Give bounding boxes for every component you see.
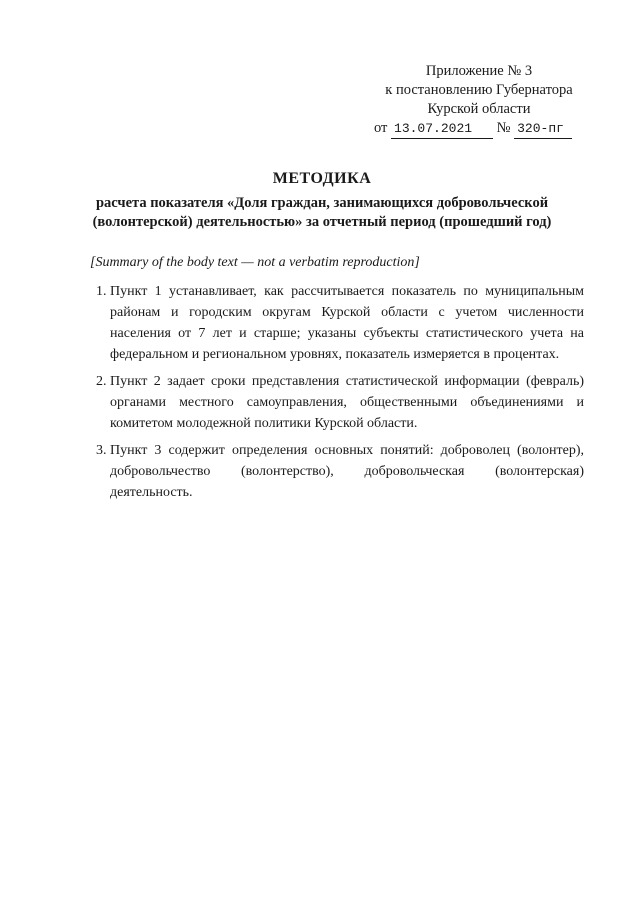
date-prefix: от [374,120,388,136]
document-title: МЕТОДИКА [272,170,372,187]
appendix-decree-ref: к постановлению Губернатора [385,82,573,98]
summary-list [90,281,584,503]
decree-number: 320-пг [514,119,572,139]
appendix-block [374,62,584,139]
title-block [60,170,584,232]
summary-heading: [Summary of the body text — not a verbatim reproduction] [90,255,420,270]
document-subtitle: расчета показателя «Доля граждан, занимающихся добровольческой (волонтерской) деятельностью» за отчетный период (прошедший год) [92,195,552,230]
body-summary [90,252,584,509]
summary-point: 3. Пункт 3 содержит определения основных понятий: доброволец (волонтер), добровольчество (волонтерство), добровольческая (волонтерская) деятельность. [110,440,584,503]
summary-point: 2. Пункт 2 задает сроки представления статистической информации (февраль) органами местного самоуправления, общественными объединениями и комитетом молодежной политики Курской области. [110,371,584,434]
decree-date: 13.07.2021 [391,119,493,139]
summary-point: 1. Пункт 1 устанавливает, как рассчитывается показатель по муниципальным районам и городским округам Курской области с учетом численности населения от 7 лет и старше; указаны субъекты статистического учета на федеральном и региональном уровнях, показатель измеряется в процентах. [110,281,584,365]
appendix-date-line [374,119,584,139]
appendix-region: Курской области [427,101,531,117]
appendix-title: Приложение № 3 [425,63,533,79]
number-prefix: № [496,120,511,136]
